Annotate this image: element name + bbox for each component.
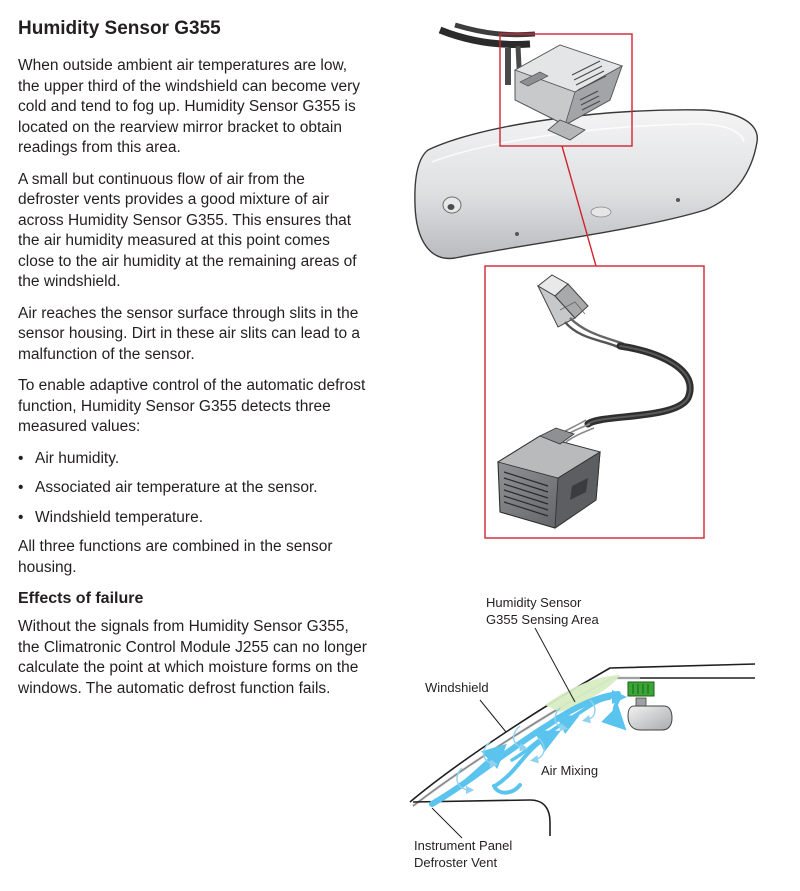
list-item: • Air humidity. — [18, 449, 368, 470]
paragraph-intro: When outside ambient air temperatures are low, the upper third of the windshield can become very cold and tend to fog up. Humidity Sensor G355 is located on the rearview mirror bracket to obtain readings from this area. — [18, 57, 361, 156]
sensor-closeup — [485, 266, 704, 538]
vent-leader — [432, 808, 462, 838]
airflow-diagram — [410, 595, 755, 870]
windshield-label: Windshield — [425, 680, 489, 695]
failure-heading: Effects of failure — [18, 590, 144, 607]
diagram-sensor-graphic — [628, 682, 672, 730]
air-mixing-label: Air Mixing — [541, 763, 599, 778]
connector-plug-graphic — [538, 275, 624, 348]
vent-label-line1: Instrument Panel — [414, 838, 513, 853]
list-item: • Associated air temperature at the sensor. — [18, 478, 368, 499]
paragraph-airflow: A small but continuous flow of air from the defroster vents provides a good mixture of air across Humidity Sensor G355. This ensures that the air humidity measured at this point comes close to the air humidity at the remaining areas of the windshield. — [18, 170, 357, 290]
paragraph-slits: Air reaches the sensor surface through slits in the sensor housing. Dirt in these air slits can lead to a malfunction of the sensor. — [18, 304, 361, 363]
sensing-area-leader — [535, 628, 575, 702]
sensing-area-label-line2: G355 Sensing Area — [486, 612, 599, 627]
list-item: • Windshield temperature. — [18, 508, 368, 529]
vent-label-line2: Defroster Vent — [414, 855, 498, 870]
page-title: Humidity Sensor G355 — [18, 18, 221, 39]
failure-text: Without the signals from Humidity Sensor G355, the Climatronic Control Module J255 can no longer calculate the point at which moisture forms on the windows. The automatic defrost function fails. — [18, 618, 367, 697]
windshield-leader — [480, 700, 506, 732]
paragraph-combined: All three functions are combined in the sensor housing. — [18, 538, 333, 576]
mirror-illustration — [415, 25, 757, 266]
sensing-area-label-line1: Humidity Sensor — [486, 595, 582, 610]
sensor-body-graphic — [498, 428, 600, 528]
paragraph-measured-values: To enable adaptive control of the automatic defrost function, Humidity Sensor G355 detects three measured values: — [18, 377, 366, 435]
